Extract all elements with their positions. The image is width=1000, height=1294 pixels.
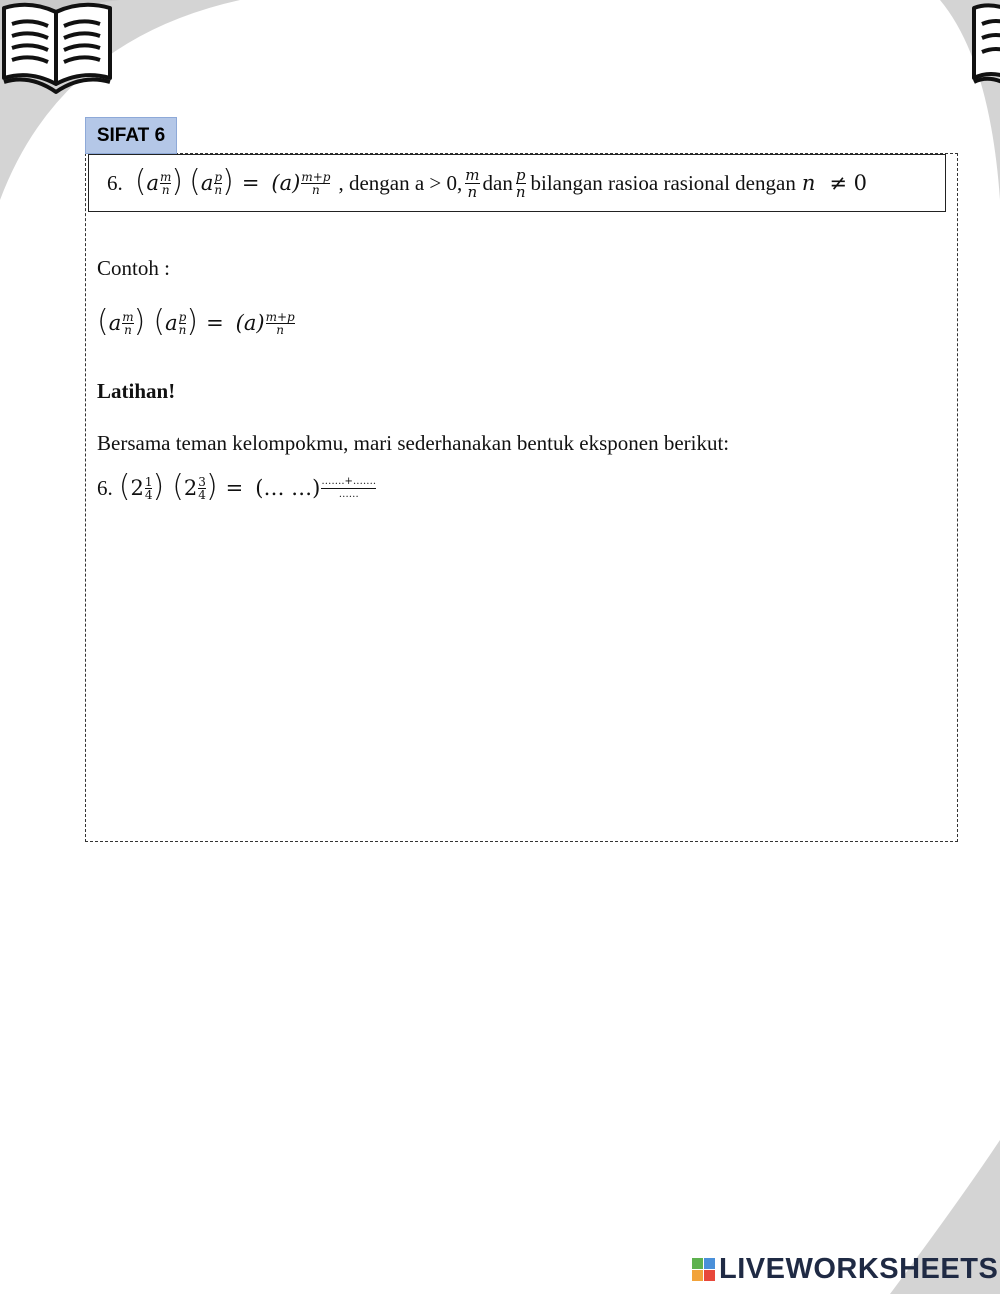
rule-exponent-1: m n: [160, 169, 172, 197]
rule-result-base: (a): [271, 171, 301, 195]
exercise-heading: Latihan!: [97, 379, 176, 403]
rule-condition-suffix: bilangan rasioa rasional dengan: [530, 170, 796, 195]
rule-box: 6. ( a m n ) ( a p n ) = (a) m+p n , dengan a > 0, $\frac{m}{n}$ dan $\frac{p}{n}$ bilangan rasioa rasional dengan n ≠ 0: [88, 154, 946, 212]
rule-number: 6.: [107, 170, 123, 195]
logo-blocks-icon: [691, 1257, 717, 1283]
rule-exponent-2: p n: [214, 169, 223, 197]
exercise-formula: 6. ( 2 1 4 ) ( 2 3 4 ) = (… …) …….+……. ……: [97, 469, 377, 504]
exercise-answer-base: (… …): [255, 476, 321, 500]
section-tab: SIFAT 6: [85, 117, 177, 154]
exercise-answer-exponent: …….+……. ……: [321, 475, 377, 500]
rule-dan: dan: [482, 170, 513, 195]
rule-fraction-2: $\frac{p}{n}$: [515, 165, 526, 201]
rule-result-exponent: m+p n: [301, 169, 331, 197]
rule-neq-zero: ≠ 0: [829, 171, 867, 195]
example-label: Contoh :: [97, 256, 170, 280]
liveworksheets-logo: [691, 1253, 998, 1286]
rule-base-1: a: [146, 171, 159, 195]
rule-base-2: a: [200, 171, 214, 195]
rule-var-n: n: [801, 171, 816, 195]
rule-condition-prefix: , dengan a > 0,: [338, 170, 463, 195]
exercise-number: 6.: [97, 475, 113, 500]
example-formula: ( a m n ) ( a p n ) = (a) m+p n: [97, 304, 295, 339]
logo-text: LIVEWORKSHEETS: [719, 1253, 999, 1285]
exercise-instruction: Bersama teman kelompokmu, mari sederhanakan bentuk eksponen berikut:: [97, 431, 730, 455]
book-icon: [970, 0, 1000, 98]
rule-fraction-1: $\frac{m}{n}$: [465, 165, 480, 201]
rule-equals: =: [241, 171, 260, 195]
book-icon: [0, 0, 115, 98]
